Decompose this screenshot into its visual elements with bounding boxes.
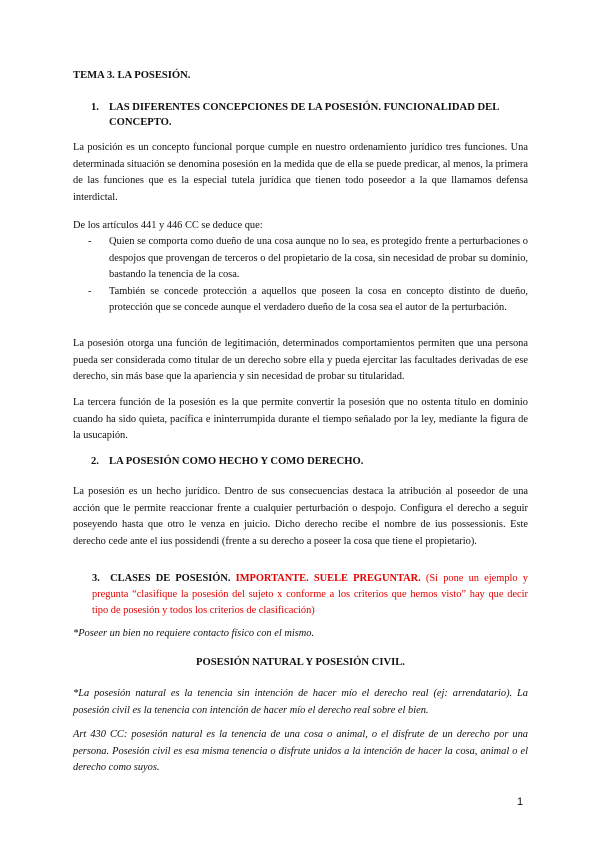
exam-note: (Si pone un ejemplo y pregunta “clasifique la posesión del sujeto x conforme a los criterios que hemos visto” hay que decir tipo de posesión y todos los criterios de clasificación) — [92, 573, 528, 616]
section-2-title: LA POSESIÓN COMO HECHO Y COMO DERECHO. — [109, 456, 364, 467]
dash-bullet-icon: - — [88, 285, 92, 297]
section-1-paragraph-4: La tercera función de la posesión es la que permite convertir la posesión que no ostenta título en dominio cuando ha sido quieta, pacífica e ininterrumpida durante el tiempo señalado por la ley, mediante la figura de la usucapión. — [73, 397, 528, 441]
section-3-paragraph-2: *La posesión natural es la tenencia sin intención de hacer mío el derecho real (ej: arrendatario). La posesión civil es la tenencia con intención de hacer mío el derecho real sobre el bien. — [73, 688, 528, 716]
section-1-heading — [91, 101, 528, 130]
section-3-title: CLASES DE POSESIÓN. — [110, 573, 231, 584]
section-3-subheading: POSESIÓN NATURAL Y POSESIÓN CIVIL. — [196, 657, 405, 668]
dash-bullet-icon: - — [88, 236, 92, 247]
section-3-number: 3. — [92, 573, 100, 584]
bullet-item — [88, 284, 528, 317]
bullet-text: Quien se comporta como dueño de una cosa aunque no lo sea, es protegido frente a perturbaciones o despojos que provengan de terceros o del propietario de la cosa, sin necesidad de probar su dominio, bastando la tenencia de la cosa. — [109, 236, 528, 280]
document-title: TEMA 3. LA POSESIÓN. — [73, 70, 191, 81]
section-3-paragraph-1: *Poseer un bien no requiere contacto físico con el mismo. — [73, 628, 315, 639]
important-notice: IMPORTANTE. SUELE PREGUNTAR. — [235, 573, 421, 584]
section-2-paragraph-1: La posesión es un hecho jurídico. Dentro de sus consecuencias destaca la atribución al poseedor de una acción que le permite reaccionar frente a cualquier perturbación o despojo. Configura el derecho a seguir poseyendo hasta que otro le venza en juicio. Dicho derecho recibe el nombre de ius possessionis. Este derecho cede ante el ius possidendi (frente a su derecho a poseer la cosa que tiene el propietario). — [73, 486, 528, 547]
page-number: 1 — [517, 796, 524, 808]
section-2-number: 2. — [91, 456, 99, 467]
section-1-number: 1. — [91, 102, 99, 113]
section-1-paragraph-1: La posición es un concepto funcional porque cumple en nuestro ordenamiento jurídico tres funciones. Una determinada situación se denomina posesión en la medida que de ella se puede predicar, al menos, la primera de las funciones que es la especial tutela jurídica que tienen todo poseedor a la que llamamos defensa interdictal. — [73, 142, 528, 203]
section-2-heading — [91, 455, 528, 470]
section-3-paragraph-3: Art 430 CC: posesión natural es la tenencia de una cosa o animal, o el disfrute de un derecho por una persona. Posesión civil es esa misma tenencia o disfrute unidos a la intención de hacer la cosa, animal o el derecho como suyos. — [73, 729, 528, 773]
section-1-paragraph-2: De los artículos 441 y 446 CC se deduce que: — [73, 220, 263, 231]
section-3-heading — [92, 571, 528, 619]
section-1-title: LAS DIFERENTES CONCEPCIONES DE LA POSESIÓN. FUNCIONALIDAD DEL CONCEPTO. — [109, 102, 499, 128]
section-1-bullet-list — [88, 234, 528, 317]
bullet-text: También se concede protección a aquellos que poseen la cosa en concepto distinto de dueño, protección que se concede aunque el verdadero dueño de la cosa sea el autor de la perturbación. — [109, 285, 528, 313]
bullet-item — [88, 234, 528, 284]
section-1-paragraph-3: La posesión otorga una función de legitimación, determinados comportamientos permiten que una persona pueda ser considerada como titular de un derecho sobre ella y pueda ejercitar las facultades derivadas de ese derecho, sin más base que la apariencia y sin necesidad de probar su titularidad. — [73, 338, 528, 382]
